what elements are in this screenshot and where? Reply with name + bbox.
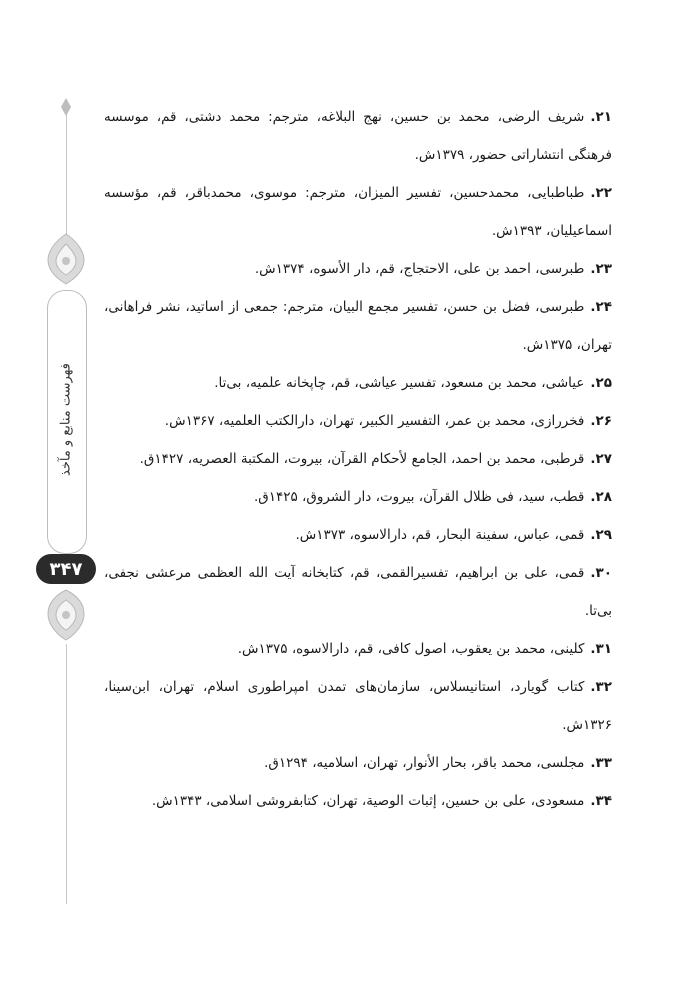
reference-text: کتاب گویارد، استانیسلاس، سازمان‌های تمدن امپراطوری اسلام، تهران، ابن‌سینا، ۱۳۲۶ش. bbox=[104, 679, 612, 733]
reference-item bbox=[104, 744, 612, 782]
reference-number: ۲۳. bbox=[590, 261, 612, 277]
reference-item bbox=[104, 250, 612, 288]
reference-item bbox=[104, 440, 612, 478]
reference-text: مسعودی، علی بن حسین، إثبات الوصیة، تهران، کتابفروشی اسلامی، ۱۳۴۳ش. bbox=[151, 793, 585, 809]
reference-number: ۲۶. bbox=[590, 413, 612, 429]
reference-number: ۲۱. bbox=[590, 109, 612, 125]
reference-item bbox=[104, 554, 612, 630]
reference-number: ۲۹. bbox=[590, 527, 612, 543]
reference-number: ۳۴. bbox=[590, 793, 612, 809]
bibliography-list bbox=[104, 98, 612, 820]
reference-text: قطب، سید، فی ظلال القرآن، بیروت، دار الشروق، ۱۴۲۵ق. bbox=[253, 489, 585, 505]
reference-text: قرطبی، محمد بن احمد، الجامع لأحکام القرآن، بیروت، المکتبة العصریه، ۱۴۲۷ق. bbox=[139, 451, 585, 467]
reference-number: ۳۳. bbox=[590, 755, 612, 771]
reference-item bbox=[104, 782, 612, 820]
reference-number: ۲۲. bbox=[590, 185, 612, 201]
reference-number: ۳۲. bbox=[590, 679, 612, 695]
margin-rule-bottom bbox=[66, 644, 67, 904]
reference-item bbox=[104, 98, 612, 174]
reference-item bbox=[104, 516, 612, 554]
reference-item bbox=[104, 402, 612, 440]
sidebar-section-title: فهرست منابع و مآخذ bbox=[58, 363, 74, 477]
top-finial-ornament bbox=[44, 96, 88, 118]
page-number-badge: ۳۴۷ bbox=[36, 554, 96, 584]
reference-number: ۲۵. bbox=[590, 375, 612, 391]
reference-text: طبرسی، احمد بن علی، الاحتجاج، قم، دار الأسوه، ۱۳۷۴ش. bbox=[254, 261, 585, 277]
margin-rule-top bbox=[66, 108, 67, 248]
reference-text: کلینی، محمد بن یعقوب، اصول کافی، قم، دارالاسوه، ۱۳۷۵ش. bbox=[237, 641, 585, 657]
reference-number: ۲۴. bbox=[590, 299, 612, 315]
reference-text: عیاشی، محمد بن مسعود، تفسیر عیاشی، قم، چاپخانه علمیه، بی‌تا. bbox=[214, 375, 585, 391]
reference-number: ۲۸. bbox=[590, 489, 612, 505]
reference-item bbox=[104, 630, 612, 668]
reference-text: طبرسی، فضل بن حسن، تفسیر مجمع البیان، مترجم: جمعی از اساتید، نشر فراهانی، تهران، ۱۳۷۵ش. bbox=[104, 299, 612, 353]
reference-number: ۳۱. bbox=[590, 641, 612, 657]
reference-text: مجلسی، محمد باقر، بحار الأنوار، تهران، اسلامیه، ۱۲۹۴ق. bbox=[264, 755, 585, 771]
reference-item bbox=[104, 668, 612, 744]
reference-text: طباطبایی، محمدحسین، تفسیر المیزان، مترجم: موسوی، محمدباقر، قم، مؤسسه اسماعیلیان، ۱۳۹۳ش. bbox=[104, 185, 612, 239]
reference-item bbox=[104, 288, 612, 364]
reference-text: قمی، عباس، سفینة البحار، قم، دارالاسوه، ۱۳۷۳ش. bbox=[295, 527, 585, 543]
reference-item bbox=[104, 364, 612, 402]
reference-text: شریف الرضی، محمد بن حسین، نهج البلاغه، مترجم: محمد دشتی، قم، موسسه فرهنگی انتشاراتی حضور، ۱۳۷۹ش. bbox=[104, 109, 612, 163]
reference-number: ۲۷. bbox=[590, 451, 612, 467]
lower-arabesque-ornament bbox=[44, 588, 88, 642]
reference-text: قمی، علی بن ابراهیم، تفسیرالقمی، قم، کتابخانه آیت الله العظمی مرعشی نجفی، بی‌تا. bbox=[104, 565, 612, 619]
upper-arabesque-ornament bbox=[44, 232, 88, 286]
reference-text: فخررازی، محمد بن عمر، التفسیر الکبیر، تهران، دارالکتب العلمیه، ۱۳۶۷ش. bbox=[164, 413, 585, 429]
reference-number: ۳۰. bbox=[590, 565, 612, 581]
reference-item bbox=[104, 478, 612, 516]
reference-item bbox=[104, 174, 612, 250]
